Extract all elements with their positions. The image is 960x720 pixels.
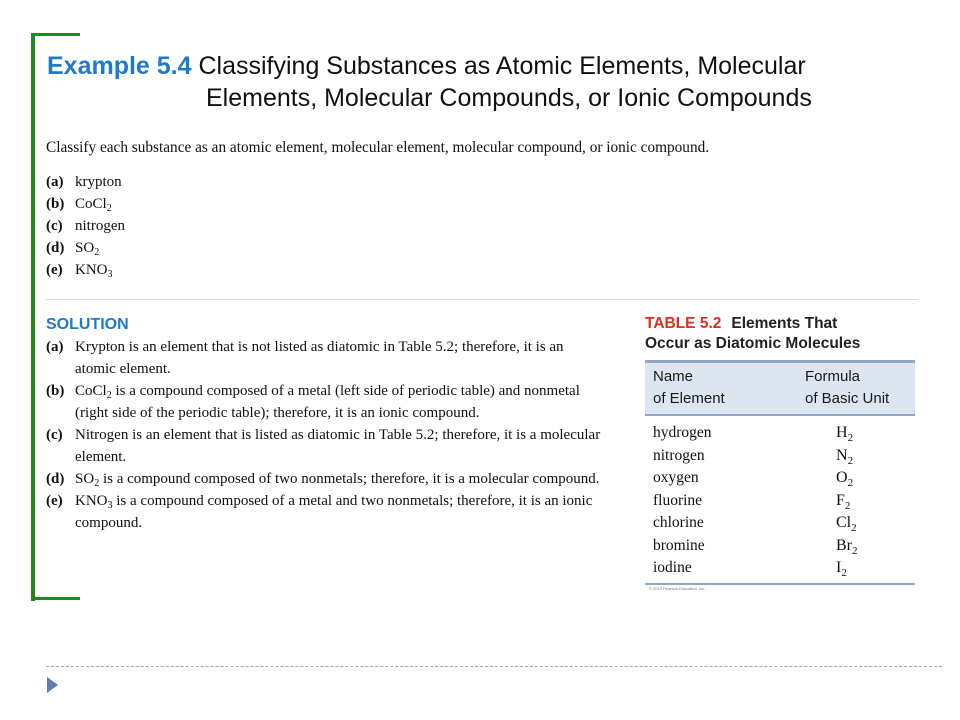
column-header-name-line-1: Name [653,368,694,385]
example-label: Example 5.4 [47,52,192,80]
solution-formula: CoCl [75,383,107,399]
solution-label: (e) [46,493,63,509]
element-symbol: O [836,469,848,486]
solution-text: Krypton is an element that is not listed as diatomic in Table 5.2; therefore, it is an atomic element. [75,339,564,377]
solution-text-wrap [75,490,606,534]
title-text-2: Elements, Molecular Compounds, or Ionic Compounds [206,84,812,112]
table-row [645,535,915,558]
element-name: iodine [653,559,692,576]
intro-text: Classify each substance as an atomic element, molecular element, molecular compound, or ionic compound. [46,139,710,156]
item-label: (d) [46,240,65,256]
element-symbol: Br [836,536,852,554]
solution-item [46,468,606,490]
element-subscript: 2 [844,499,851,512]
green-bracket-bottom [34,597,80,600]
table-row [645,445,915,468]
solution-item [46,424,606,468]
list-item [46,215,125,237]
diatomic-table [645,314,915,591]
list-item [46,259,125,281]
solution-label: (c) [46,427,63,443]
item-label: (c) [46,218,63,234]
table-number: TABLE 5.2 [645,315,722,332]
item-subscript: 2 [106,203,112,214]
item-subscript: 2 [94,247,100,258]
element-name: fluorine [653,491,703,509]
item-formula: SO [75,240,95,256]
solution-text: is a compound composed of a metal and two nonmetals; therefore, it is an ionic compound. [75,493,593,531]
table-row [645,422,915,445]
column-header-name-line-2: of Element [653,390,725,407]
slide-title [47,50,812,114]
element-subscript: 2 [852,544,858,557]
element-symbol: Cl [836,514,852,531]
list-item [46,171,125,193]
item-text: nitrogen [75,218,125,234]
element-formula [836,535,858,558]
solution-heading: SOLUTION [46,316,129,333]
element-subscript: 2 [847,432,854,444]
solution-item [46,490,606,534]
solution-label: (a) [46,339,64,355]
element-name: bromine [653,536,705,554]
list-item [46,193,125,215]
table-row [645,557,915,580]
play-arrow-icon [47,677,58,693]
solution-text-wrap [75,380,606,424]
element-name: oxygen [653,469,699,486]
element-subscript: 2 [847,454,854,467]
list-item [46,237,125,259]
solution-subscript: 2 [94,478,100,489]
solution-text: is a compound composed of a metal (left side of periodic table) and nonmetal (right side of the periodic table); therefore, it is an ionic compound. [75,383,580,421]
solution-item [46,336,606,380]
solution-text-wrap [75,468,606,490]
item-formula: CoCl [75,196,107,212]
element-name: nitrogen [653,446,705,464]
column-header-name [653,366,805,410]
element-subscript: 2 [851,522,857,534]
table-header [645,363,915,414]
element-subscript: 2 [841,567,847,579]
solution-label: (b) [46,383,65,399]
solution-section [46,316,606,534]
element-formula [836,512,857,535]
green-bracket-top [34,33,80,36]
element-name: chlorine [653,514,704,531]
element-formula [836,422,853,445]
table-row [645,467,915,490]
table-title-line-2: Occur as Diatomic Molecules [645,335,861,352]
element-subscript: 2 [847,477,854,489]
substance-list [46,171,125,281]
section-divider [46,299,918,300]
item-label: (b) [46,196,65,212]
table-row [645,490,915,513]
column-header-formula-line-1: Formula [805,368,861,385]
solution-item [46,380,606,424]
element-formula [836,490,850,513]
solution-label: (d) [46,471,65,487]
solution-subscript: 3 [107,500,113,511]
item-label: (e) [46,262,63,278]
title-line-1 [47,50,812,82]
title-text-1: Classifying Substances as Atomic Elements, Molecular [198,52,806,80]
solution-formula: KNO [75,493,108,509]
table-credit: © 2012 Pearson Education, Inc. [649,585,706,591]
element-symbol: I [836,559,842,576]
element-symbol: N [836,446,848,464]
element-symbol: F [836,491,845,509]
item-subscript: 3 [107,269,113,280]
table-title [645,314,915,354]
element-formula [836,467,853,490]
element-formula [836,557,847,580]
column-header-formula-line-2: of Basic Unit [805,390,890,407]
item-text: krypton [75,174,122,190]
green-bracket-side [31,33,35,601]
table-title-line-1: Elements That [731,315,838,332]
footer-divider [46,666,942,667]
element-symbol: H [836,424,848,441]
table-rule-bottom [645,583,915,585]
solution-formula: SO [75,471,95,487]
solution-text: Nitrogen is an element that is listed as diatomic in Table 5.2; therefore, it is a molecular element. [75,427,601,465]
table-body [645,416,915,580]
item-formula: KNO [75,262,108,278]
solution-subscript: 2 [106,390,112,401]
element-name: hydrogen [653,424,712,441]
table-row [645,512,915,535]
solution-text: is a compound composed of two nonmetals; therefore, it is a molecular compound. [99,471,600,487]
element-formula [836,445,853,468]
item-label: (a) [46,174,64,190]
column-header-formula [805,366,889,410]
